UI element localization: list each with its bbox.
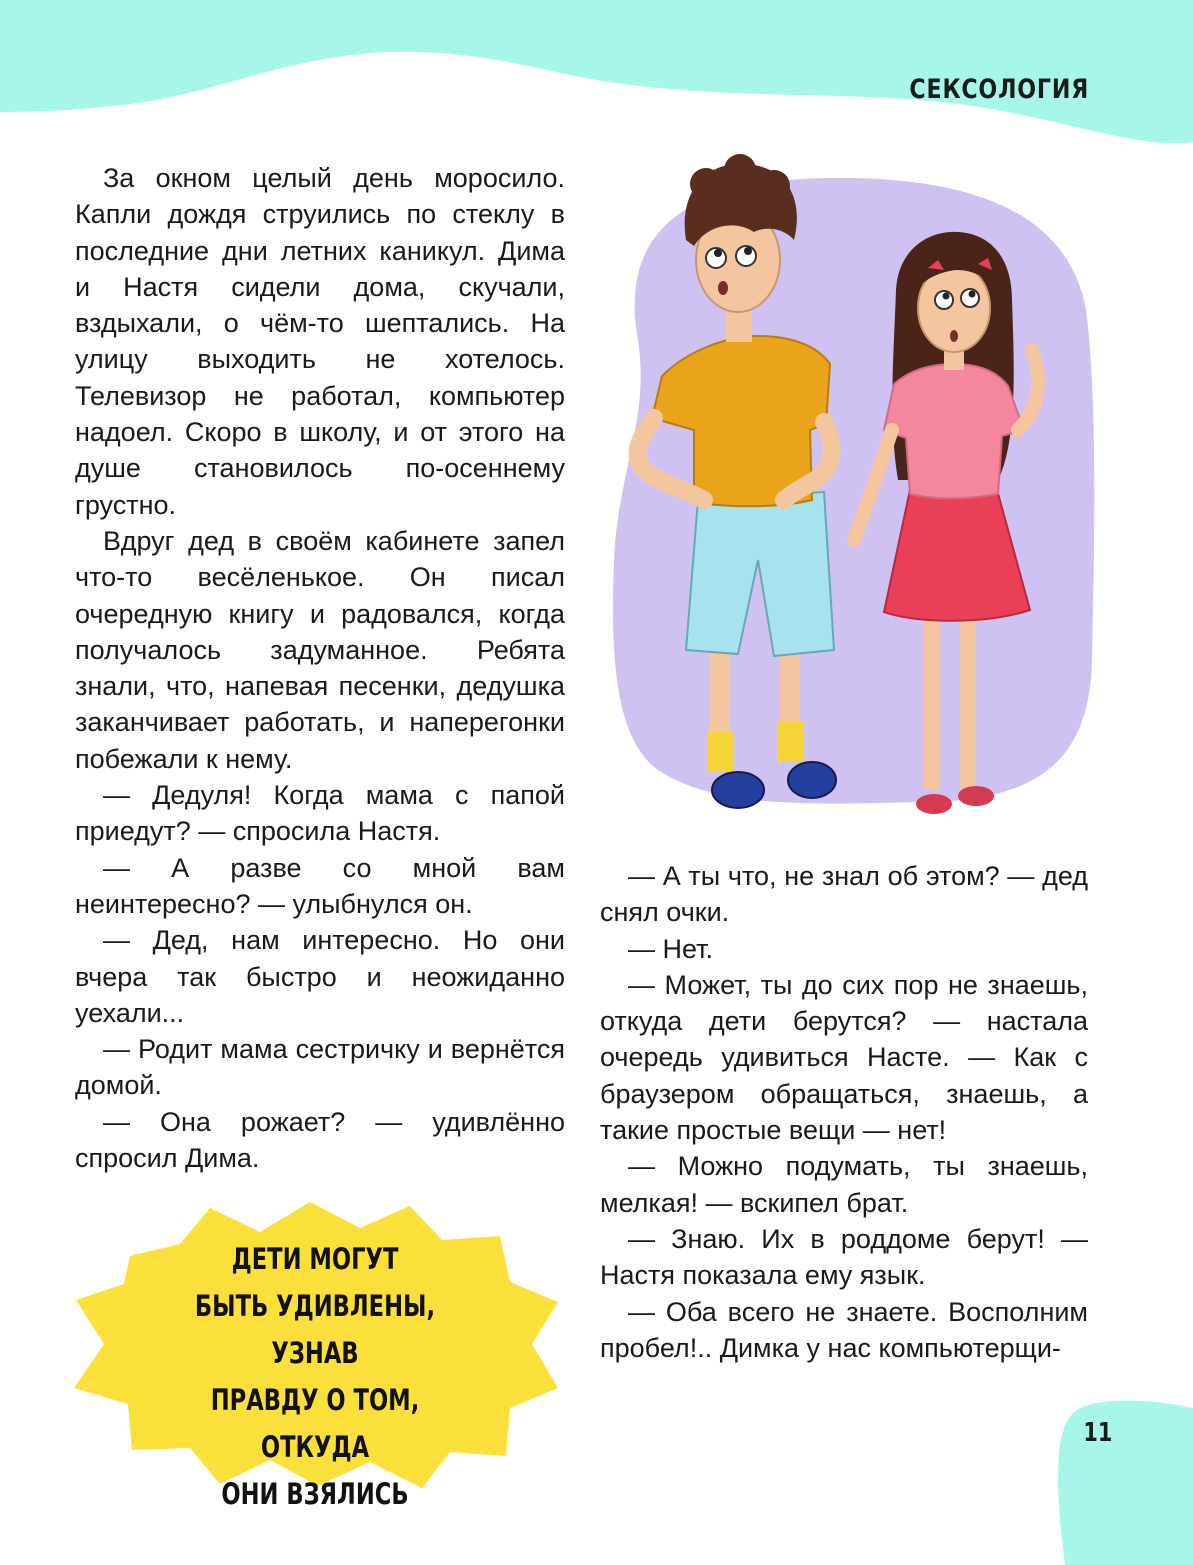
callout-line: ОНИ ВЗЯЛИСЬ	[221, 1477, 409, 1511]
story-paragraph: — Дед, нам интересно. Но они вчера так быстро и неожиданно уехали...	[75, 925, 565, 1028]
story-paragraph: — Может, ты до сих пор не знаешь, откуда дети берутся? — настала очередь удивиться Насте. — Как с браузером обращаться, знаешь, а такие простые вещи — нет!	[600, 969, 1088, 1146]
boy-and-girl-illustration	[598, 140, 1098, 840]
story-paragraph: — Знаю. Их в роддоме берут! — Настя показала ему язык.	[600, 1223, 1088, 1291]
story-paragraph: — А ты что, не знал об этом? — дед снял очки.	[600, 861, 1088, 928]
story-paragraph: — А разве со мной вам неинтересно? — улыбнулся он.	[75, 852, 565, 919]
callout-line: БЫТЬ УДИВЛЕНЫ, УЗНАВ	[194, 1289, 436, 1370]
story-paragraph: За окном целый день моросило. Капли дождя струились по стеклу в последние дни летних каникул. Дима и Настя сидели дома, скучали, вздыхали, о чём-то шептались. На улицу выходить не хотелось. Телевизор не работал, компьютер надоел. Скоро в школу, и от этого на душе становилось по-осеннему грустно.	[75, 163, 565, 520]
story-paragraph: — Дедуля! Когда мама с папой приедут? — спросила Настя.	[75, 780, 565, 847]
story-paragraph: — Она рожает? — удивлённо спросил Дима.	[75, 1106, 565, 1174]
story-paragraph: Вдруг дед в своём кабинете запел что-то весёленькое. Он писал очередную книгу и радовался, когда получалось задуманное. Ребята знали, что, напевая песенки, дедушка заканчивает работать, и наперегонки побежали к нему.	[75, 525, 565, 774]
page-number-tab	[1055, 1400, 1193, 1565]
story-paragraph: — Родит мама сестричку и вернётся домой.	[75, 1034, 565, 1101]
story-paragraph: — Можно подумать, ты знаешь, мелкая! — вскипел брат.	[600, 1151, 1088, 1218]
page-number: 11	[1083, 1418, 1113, 1448]
callout-line: ПРАВДУ О ТОМ, ОТКУДА	[210, 1383, 420, 1464]
section-title: СЕКСОЛОГИЯ	[909, 74, 1089, 105]
story-column-right	[600, 858, 1088, 1366]
callout-line: ДЕТИ МОГУТ	[231, 1242, 399, 1276]
story-column-left	[75, 160, 565, 1176]
story-paragraph: — Нет.	[628, 933, 713, 964]
story-paragraph: — Оба всего не знаете. Восполним пробел!.. Димка у нас компьютерщи-	[600, 1296, 1088, 1363]
callout-burst	[70, 1198, 560, 1511]
callout-text	[171, 1236, 460, 1518]
